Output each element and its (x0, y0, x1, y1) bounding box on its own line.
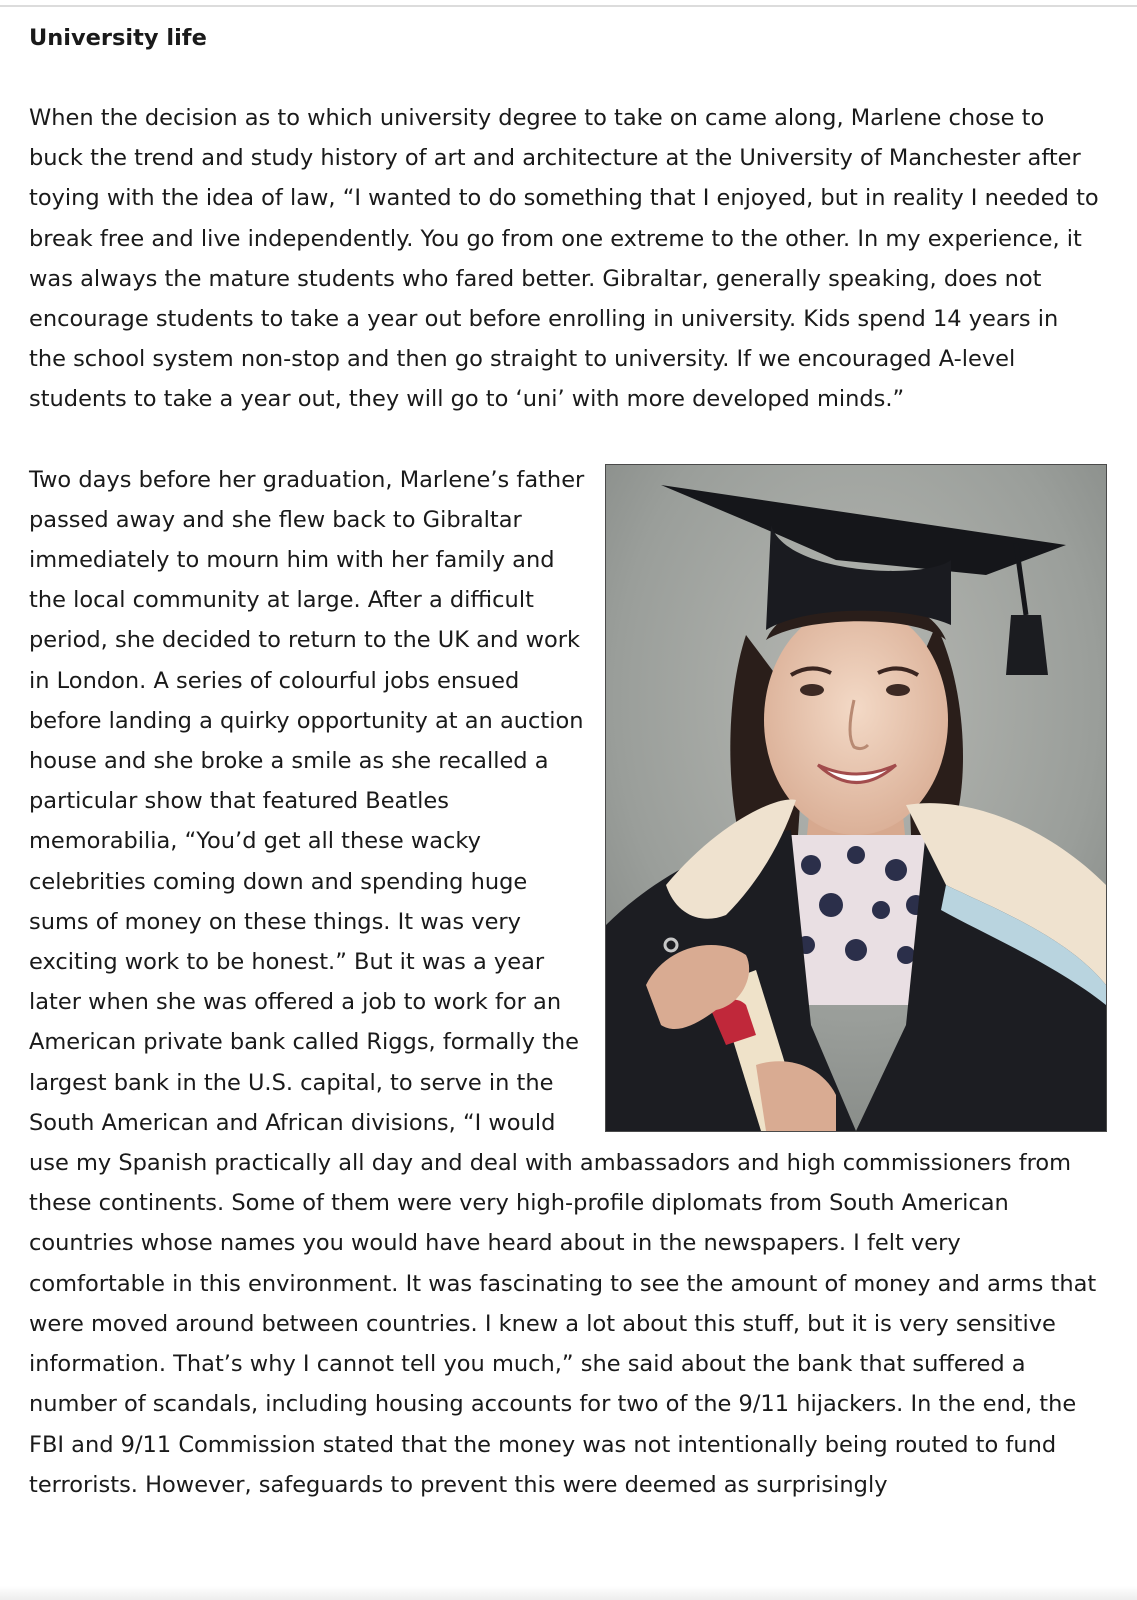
top-divider (0, 5, 1137, 7)
article (29, 18, 1101, 1545)
bottom-fade (0, 1586, 1137, 1600)
graduation-photo (605, 464, 1107, 1132)
paragraph-university-choice: When the decision as to which university degree to take on came along, Marlene chose to buck the trend and study history of art and architecture at the University of Manchester after toying with the idea of law, “I wanted to do something that I enjoyed, but in reality I needed to break free and live independently. You go from one extreme to the other. In my experience, it was always the mature students who fared better. Gibraltar, generally speaking, does not encourage students to take a year out before enrolling in university. Kids spend 14 years in the school system non-stop and then go straight to university. If we encouraged A-level students to take a year out, they will go to ‘uni’ with more developed minds.” (29, 105, 1099, 413)
section-heading: University life (29, 25, 207, 51)
paragraph-career: Two days before her graduation, Marlene’s father passed away and she flew back to Gibraltar immediately to mourn him with her family and the local community at large. After a difficult period, she decided to return to the UK and work in London. A series of colourful jobs ensued before landing a quirky opportunity at an auction house and she broke a smile as she recalled a particular show that featured Beatles memorabilia, “You’d get all these wacky celebrities coming down and spending huge sums of money on these things. It was very exciting work to be honest.” But it was a year later when she was offered a job to work for an American private bank called Riggs, formally the largest bank in the U.S. capital, to serve in the South American and African divisions, “I would use my Spanish practically all day and deal with ambassadors and high commissioners from these continents. Some of them were very high-profile diplomats from South American countries whose names you would have heard about in the newspapers. I felt very comfortable in this environment. It was fascinating to see the amount of money and arms that were moved around between countries. I knew a lot about this stuff, but it is very sensitive information. That’s why I cannot tell you much,” she said about the bank that suffered a number of scandals, including housing accounts for two of the 9/11 hijackers. In the end, the FBI and 9/11 Commission stated that the money was not intentionally being routed to fund terrorists. However, safeguards to prevent this were deemed as surprisingly (29, 466, 1097, 1498)
